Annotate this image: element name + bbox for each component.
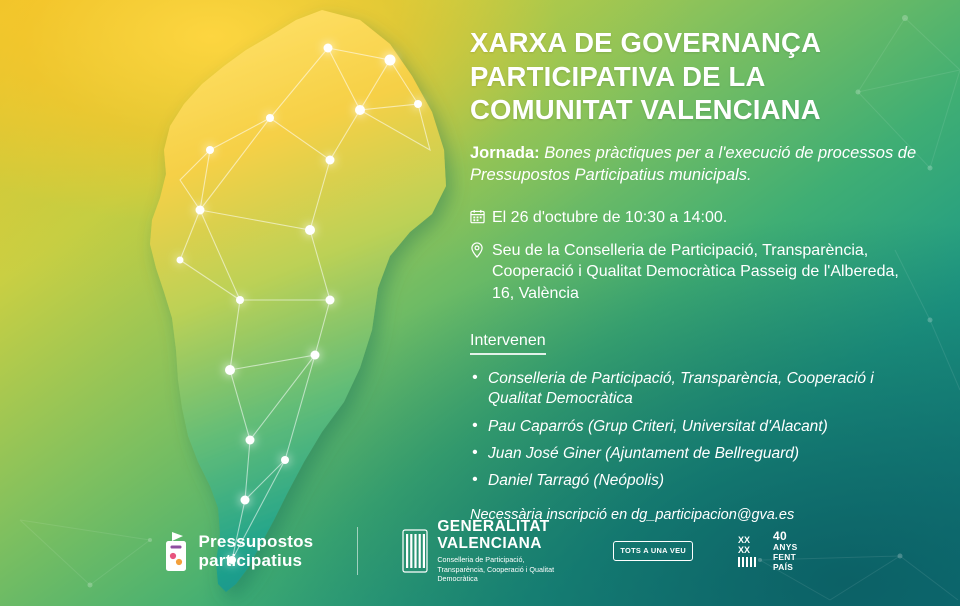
anniversary-line1: ANYS [773,542,798,553]
location-pin-icon [470,242,492,264]
list-item: • Pau Caparrós (Grup Criteri, Universitat d'Alacant) [470,417,920,437]
anniversary-number: 40 [773,528,787,543]
list-item: • Conselleria de Participació, Transparència, Cooperació i Qualitat Democràtica [470,369,920,409]
list-item: • Daniel Tarragó (Neópolis) [470,471,920,491]
subtitle-lead: Jornada: [470,143,540,162]
event-venue-line [470,240,920,304]
gva-department: Conselleria de Participació, Transparència, Cooperació i Qualitat Democràtica [437,555,555,583]
ballot-box-icon [163,529,189,573]
gva-line1: GENERALITAT [437,517,550,535]
session-subtitle [470,143,920,187]
gva-crest-icon [402,528,428,574]
list-item: • Juan José Giner (Ajuntament de Bellreguard) [470,444,920,464]
event-date-line [470,207,920,230]
speakers-section [470,314,920,491]
speakers-heading: Intervenen [470,332,546,355]
anniversary-text [773,530,797,573]
svg-text:XX: XX [738,544,751,555]
speakers-list [470,369,920,491]
calendar-icon [470,209,492,230]
pressupostos-participatius-logo [163,529,314,573]
footer-divider [357,527,358,575]
anniversary-line2: FENT [773,552,797,563]
registration-note: Necessària inscripció en dg_participacion@gva.es [470,506,795,523]
pressupostos-logo-text [199,532,314,570]
pressupostos-line2: participatius [198,551,303,570]
event-date-text: El 26 d'octubre de 10:30 a 14:00. [492,208,728,226]
gva-line2: VALENCIANA [437,534,542,552]
anniversary-line3: PAÍS [773,562,794,573]
gva-text-block [437,519,569,583]
svg-text:XX: XX [738,534,751,545]
generalitat-valenciana-logo [402,519,569,583]
subtitle-rest: Bones pràctiques per a l'execució de processos de Pressupostos Participatius municipals. [470,143,917,184]
footer-logos [0,514,960,588]
page-title: XARXA DE GOVERNANÇA PARTICIPATIVA DE LA COMUNITAT VALENCIANA [470,27,821,126]
pressupostos-line1: Pressupostos [198,531,314,551]
tots-a-una-veu-logo: TOTS A UNA VEU [613,541,693,560]
poster-content [470,26,920,537]
anniversary-crest-icon [737,534,767,568]
event-venue-text: Seu de la Conselleria de Participació, Transparència, Cooperació i Qualitat Democràtica Passeig de l'Albereda, 16, València [492,241,899,302]
anniversary-logo [737,530,797,573]
